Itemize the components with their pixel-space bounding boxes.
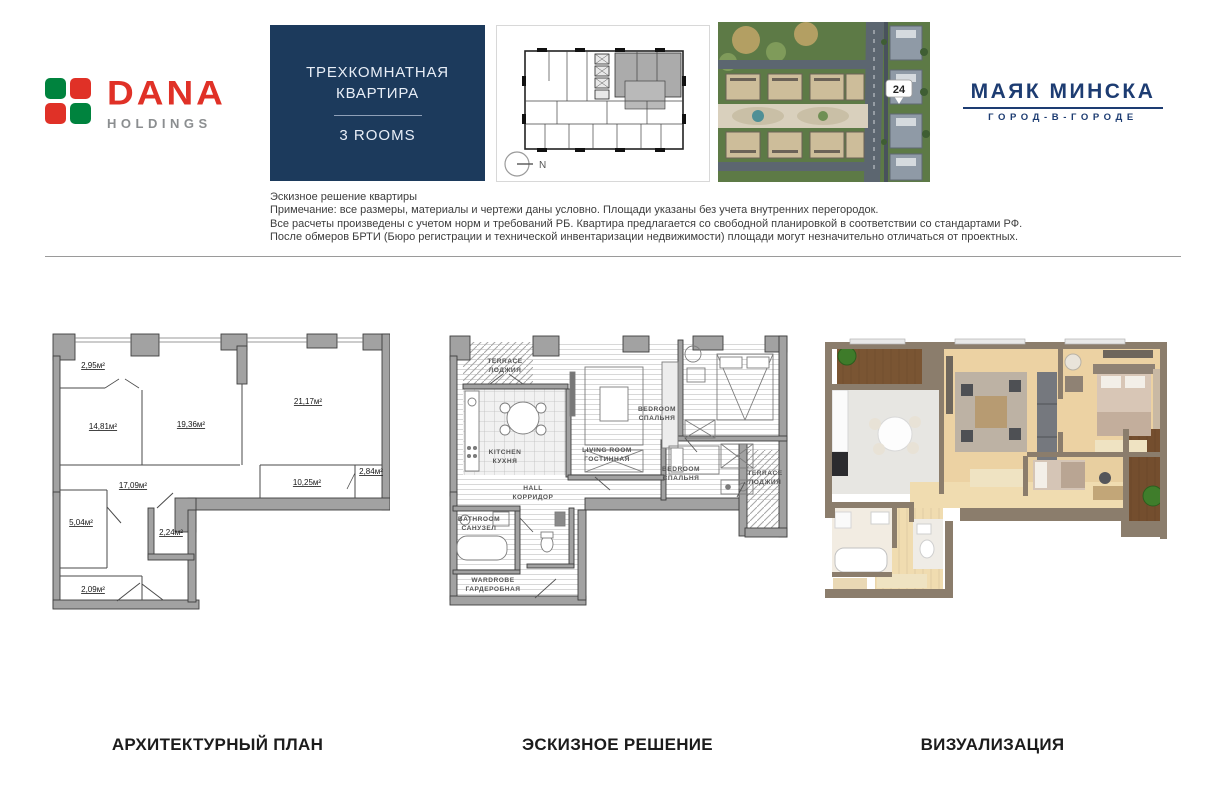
area-room-right: 21,17м² xyxy=(293,397,323,406)
horizontal-divider xyxy=(45,256,1181,257)
dana-subtitle: HOLDINGS xyxy=(107,116,212,131)
arch-area-labels xyxy=(69,361,383,594)
aerial-svg xyxy=(718,22,930,182)
area-hall: 17,09м² xyxy=(118,481,148,490)
building-outline xyxy=(522,48,686,152)
dana-logo-squares xyxy=(45,78,91,124)
disclaimer-line: Все расчеты произведены с учетом норм и требований РБ. Квартира предлагается со свободной планировкой в соответствии со стандартами РФ. xyxy=(270,217,1023,230)
sketch-plan xyxy=(435,332,800,622)
building-keyplan-card xyxy=(496,25,710,182)
architectural-plan xyxy=(45,332,390,622)
north-compass-icon xyxy=(505,152,546,176)
disclaimer-line: Эскизное решение квартиры xyxy=(270,191,418,203)
label-wardrobe-en: WARDROBE xyxy=(471,577,515,584)
label-living-ru: ГОСТИННАЯ xyxy=(584,456,630,463)
title-line-2: КВАРТИРА xyxy=(336,85,419,102)
label-bedroom2-ru: СПАЛЬНЯ xyxy=(662,475,700,482)
label-bedroom1-en: BEDROOM xyxy=(638,406,676,413)
area-terrace-right: 2,84м² xyxy=(359,467,383,476)
area-room-small-right: 10,25м² xyxy=(292,478,322,487)
logo-square-green xyxy=(45,78,66,99)
arch-partitions xyxy=(60,379,382,601)
masterplan-aerial-image xyxy=(718,22,930,182)
disclaimer-line: Примечание: все размеры, материалы и чертежи даны условно. Площади указаны без учета внутренних перегородок. xyxy=(270,204,879,217)
area-room-center: 19,36м² xyxy=(176,420,206,429)
label-living-en: LIVING ROOM xyxy=(582,447,632,454)
label-terrace-right-ru: ЛОДЖИЯ xyxy=(748,479,782,486)
mayak-minska-logo xyxy=(963,80,1163,123)
label-bathroom-en: BATHROOM xyxy=(457,516,501,523)
label-terrace-right-en: TERRACE xyxy=(747,470,783,477)
label-kitchen-ru: КУХНЯ xyxy=(492,458,518,465)
disclaimer-text xyxy=(270,191,1210,245)
aerial-buildings-row2 xyxy=(726,132,864,158)
label-hall-ru: КОРРИДОР xyxy=(512,494,554,501)
label-terrace-top-ru: ЛОДЖИЯ xyxy=(488,367,522,374)
floor-terrace-right xyxy=(747,450,779,532)
label-kitchen-en: KITCHEN xyxy=(488,449,522,456)
caption-sketch: ЭСКИЗНОЕ РЕШЕНИЕ xyxy=(522,735,713,754)
label-bedroom2-en: BEDROOM xyxy=(662,466,700,473)
title-rooms: 3 ROOMS xyxy=(339,127,416,144)
label-bedroom1-ru: СПАЛЬНЯ xyxy=(638,415,676,422)
label-hall-en: HALL xyxy=(523,485,543,492)
area-bathroom: 5,04м² xyxy=(69,518,93,527)
mayak-title: МАЯК МИНСКА xyxy=(963,80,1163,109)
logo-square-green xyxy=(70,103,91,124)
aerial-boulevard xyxy=(718,104,868,128)
area-room-left: 14,81м² xyxy=(88,422,118,431)
viz-windows xyxy=(850,339,1125,344)
title-divider xyxy=(334,115,422,116)
area-loggia-top: 2,95м² xyxy=(81,361,105,370)
caption-visualization: ВИЗУАЛИЗАЦИЯ xyxy=(920,735,1065,754)
compass-n-label: N xyxy=(539,160,547,171)
visualization-render xyxy=(815,334,1170,619)
mayak-subtitle: ГОРОД-В-ГОРОДЕ xyxy=(988,112,1138,123)
label-wardrobe-ru: ГАРДЕРОБНАЯ xyxy=(465,586,521,593)
dana-holdings-logo xyxy=(45,74,226,131)
apartment-title-card xyxy=(270,25,485,181)
label-terrace-top-en: TERRACE xyxy=(487,358,523,365)
area-wc: 2,24м² xyxy=(159,528,183,537)
area-wardrobe: 2,09м² xyxy=(81,585,105,594)
title-line-1: ТРЕХКОМНАТНАЯ xyxy=(306,64,449,81)
disclaimer-line: После обмеров БРТИ (Бюро регистрации и технической инвентаризации недвижимости) площади могут незначительно отличаться от проектных. xyxy=(270,231,1019,244)
label-bathroom-ru: САНУЗЕЛ xyxy=(461,525,497,532)
aerial-buildings-row1 xyxy=(726,74,864,100)
building-keyplan-svg xyxy=(497,26,709,181)
caption-architectural-plan: АРХИТЕКТУРНЫЙ ПЛАН xyxy=(111,735,324,754)
logo-square-red xyxy=(70,78,91,99)
badge-number: 24 xyxy=(892,84,906,96)
dana-wordmark: DANA xyxy=(107,74,226,113)
logo-square-red xyxy=(45,103,66,124)
